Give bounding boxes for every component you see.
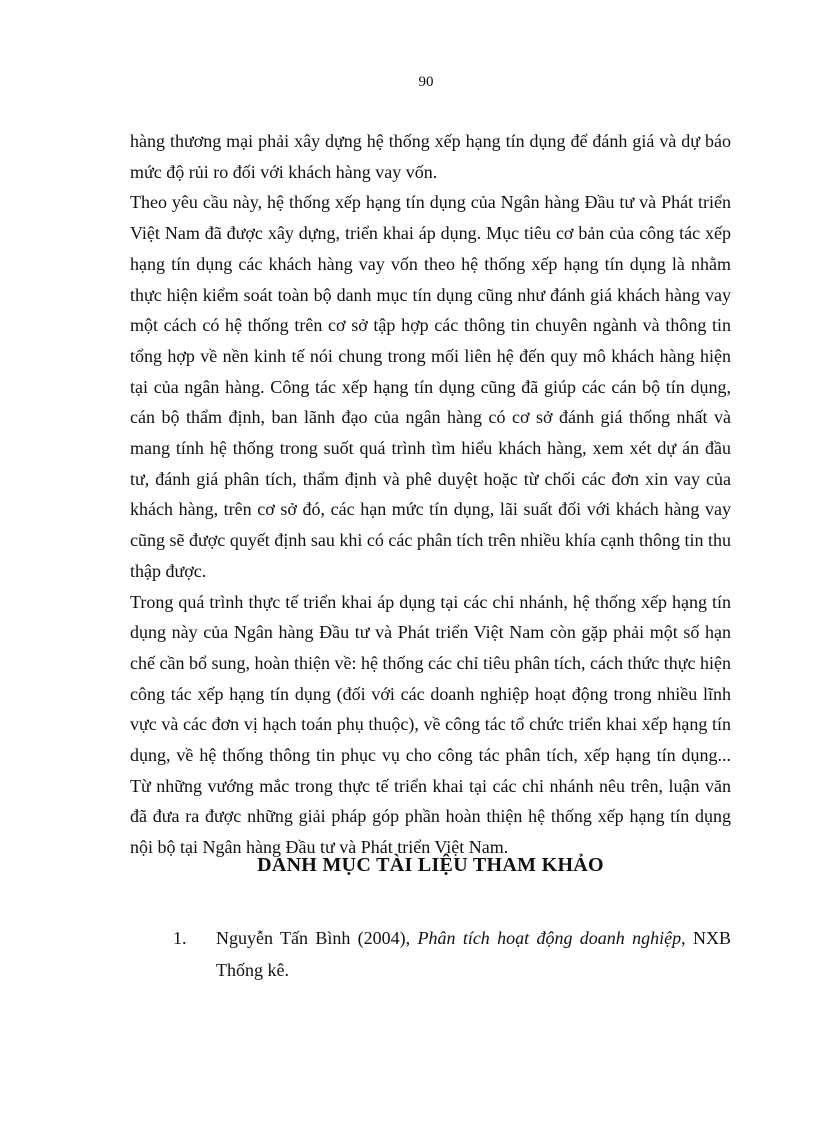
references-list [130,922,731,986]
paragraph: hàng thương mại phải xây dựng hệ thống xếp hạng tín dụng để đánh giá và dự báo mức độ rủi ro đối với khách hàng vay vốn. [130,131,731,182]
references-heading: DANH MỤC TÀI LIỆU THAM KHẢO [257,854,604,876]
reference-author: Nguyễn Tấn Bình (2004), [216,928,418,948]
paragraph: Theo yêu cầu này, hệ thống xếp hạng tín dụng của Ngân hàng Đầu tư và Phát triển Việt Nam đã được xây dựng, triển khai áp dụng. Mục tiêu cơ bản của công tác xếp hạng tín dụng các khách hàng vay vốn theo hệ thống xếp hạng tín dụng là nhằm thực hiện kiểm soát toàn bộ danh mục tín dụng cũng như đánh giá khách hàng vay một cách có hệ thống trên cơ sở tập hợp các thông tin chuyên ngành và thông tin tổng hợp về nền kinh tế nói chung trong mối liên hệ đến quy mô khách hàng hiện tại của ngân hàng. Công tác xếp hạng tín dụng cũng đã giúp các cán bộ tín dụng, cán bộ thẩm định, ban lãnh đạo của ngân hàng có cơ sở đánh giá thống nhất và mang tính hệ thống trong suốt quá trình tìm hiểu khách hàng, xem xét dự án đầu tư, đánh giá phân tích, thẩm định và phê duyệt hoặc từ chối các đơn xin vay của khách hàng, trên cơ sở đó, các hạn mức tín dụng, lãi suất đối với khách hàng vay cũng sẽ được quyết định sau khi có các phân tích trên nhiều khía cạnh thông tin thu thập được. [130,192,731,581]
page-number: 90 [418,74,434,90]
reference-title: Phân tích hoạt động doanh nghiệp [417,928,682,948]
reference-publisher: , NXB Thống kê. [216,928,731,980]
paragraph: Trong quá trình thực tế triển khai áp dụng tại các chi nhánh, hệ thống xếp hạng tín dụng này của Ngân hàng Đầu tư và Phát triển Việt Nam còn gặp phải một số hạn chế cần bổ sung, hoàn thiện về: hệ thống các chỉ tiêu phân tích, cách thức thực hiện công tác xếp hạng tín dụng (đối với các doanh nghiệp hoạt động trong nhiều lĩnh vực và các đơn vị hạch toán phụ thuộc), về công tác tổ chức triển khai xếp hạng tín dụng, về hệ thống thông tin phục vụ cho công tác phân tích, xếp hạng tín dụng... Từ những vướng mắc trong thực tế triển khai tại các chi nhánh nêu trên, luận văn đã đưa ra được những giải pháp góp phần hoàn thiện hệ thống xếp hạng tín dụng nội bộ tại Ngân hàng Đầu tư và Phát triển Việt Nam. [130,591,731,858]
reference-item [130,922,731,986]
body-text [130,126,731,863]
reference-number: 1. [173,928,187,948]
